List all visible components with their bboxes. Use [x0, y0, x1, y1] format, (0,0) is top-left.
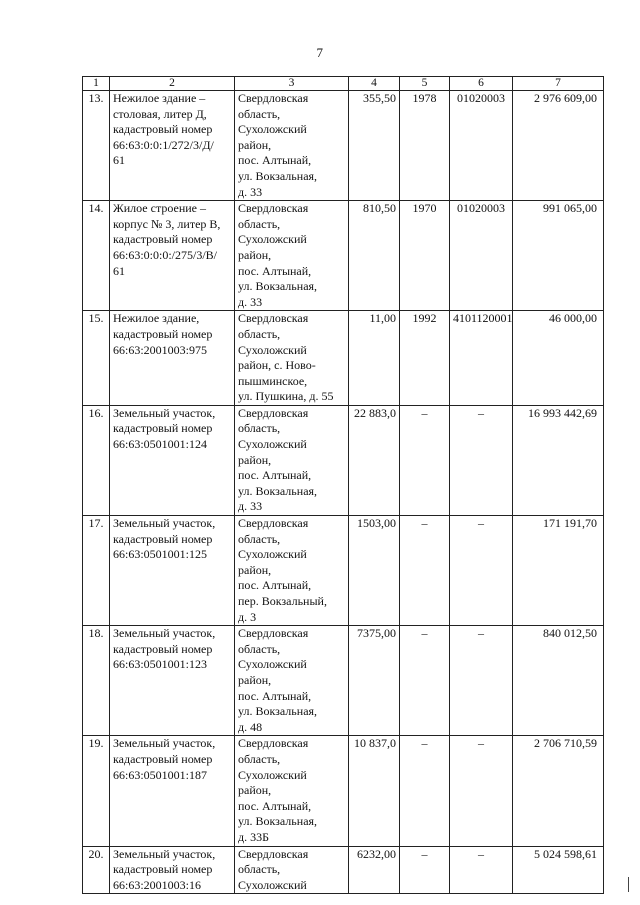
object-address-line: район, [238, 247, 272, 262]
object-price: 2 976 609,00 [513, 91, 604, 201]
object-address-line: Свердловская [238, 201, 309, 216]
object-address-line: д. 33 [238, 184, 263, 199]
object-address [235, 846, 349, 894]
object-address-line: д. 33Б [238, 829, 269, 844]
object-address-line: пос. Алтынай, [238, 263, 312, 278]
object-address-line: Сухоложский [238, 342, 307, 357]
table-body [83, 91, 604, 894]
column-header-5: 5 [400, 77, 450, 91]
object-year: – [400, 405, 450, 515]
table-row [83, 626, 604, 736]
object-address-line: пос. Алтынай, [238, 153, 312, 168]
object-area: 22 883,0 [349, 405, 400, 515]
object-address-line: пос. Алтынай, [238, 798, 312, 813]
object-address-line: район, [238, 672, 272, 687]
table-row [83, 405, 604, 515]
object-name [110, 91, 235, 201]
margin-mark [628, 877, 629, 892]
object-year: – [400, 846, 450, 894]
row-number: 14. [83, 201, 110, 311]
object-area: 11,00 [349, 311, 400, 406]
object-address-line: область, [238, 421, 281, 436]
object-area: 355,50 [349, 91, 400, 201]
object-name-line: Нежилое здание, [113, 311, 200, 326]
object-address [235, 405, 349, 515]
object-address-line: д. 33 [238, 294, 263, 309]
object-name [110, 846, 235, 894]
object-address-line: Сухоложский [238, 657, 307, 672]
object-price: 2 706 710,59 [513, 736, 604, 846]
object-name-line: 61 [113, 153, 125, 168]
object-code: 4101120001 [450, 311, 513, 406]
object-code: – [450, 846, 513, 894]
object-price: 16 993 442,69 [513, 405, 604, 515]
object-name-line: 66:63:2001003:16 [113, 877, 202, 892]
object-year: 1978 [400, 91, 450, 201]
object-name-line: кадастровый номер [113, 862, 213, 877]
object-name-line: 66:63:0501001:187 [113, 767, 208, 782]
object-code: – [450, 516, 513, 626]
object-address-line: ул. Вокзальная, [238, 814, 318, 829]
object-price: 171 191,70 [513, 516, 604, 626]
object-address-line: Свердловская [238, 91, 309, 105]
column-header-6: 6 [450, 77, 513, 91]
object-year: – [400, 736, 450, 846]
object-address-line: д. 33 [238, 499, 263, 514]
object-price: 5 024 598,61 [513, 846, 604, 894]
object-address-line: район, [238, 452, 272, 467]
object-name-line: Земельный участок, [113, 846, 216, 861]
table-row [83, 846, 604, 894]
object-address-line: д. 48 [238, 719, 263, 734]
object-address-line: ул. Вокзальная, [238, 279, 318, 294]
object-name [110, 626, 235, 736]
column-header-4: 4 [349, 77, 400, 91]
object-name-line: Земельный участок, [113, 405, 216, 420]
column-header-2: 2 [110, 77, 235, 91]
object-address-line: Свердловская [238, 405, 309, 420]
object-name-line: Земельный участок, [113, 516, 216, 531]
object-name-line: 66:63:0:0:1/272/3/Д/ [113, 137, 214, 152]
object-address-line: Свердловская [238, 846, 309, 861]
object-name [110, 405, 235, 515]
object-name-line: кадастровый номер [113, 232, 213, 247]
table-row [83, 311, 604, 406]
object-name [110, 311, 235, 406]
object-name-line: кадастровый номер [113, 421, 213, 436]
object-name-line: кадастровый номер [113, 751, 213, 766]
object-address-line: область, [238, 106, 281, 121]
object-address-line: Сухоложский [238, 547, 307, 562]
table-row [83, 516, 604, 626]
object-name-line: столовая, литер Д, [113, 106, 207, 121]
object-code: – [450, 405, 513, 515]
object-area: 10 837,0 [349, 736, 400, 846]
object-price: 46 000,00 [513, 311, 604, 406]
object-name-line: кадастровый номер [113, 326, 213, 341]
column-header-3: 3 [235, 77, 349, 91]
object-address-line: Свердловская [238, 311, 309, 326]
object-address-line: область, [238, 216, 281, 231]
table-row [83, 201, 604, 311]
object-area: 1503,00 [349, 516, 400, 626]
object-name-line: корпус № 3, литер В, [113, 216, 221, 231]
object-code: – [450, 736, 513, 846]
object-name-line: 66:63:0501001:125 [113, 547, 208, 562]
row-number: 19. [83, 736, 110, 846]
object-address [235, 516, 349, 626]
object-name-line: кадастровый номер [113, 122, 213, 137]
object-name-line: 66:63:0:0:0:/275/3/В/ [113, 247, 218, 262]
object-address-line: ул. Вокзальная, [238, 704, 318, 719]
object-address-line: ул. Пушкина, д. 55 [238, 389, 334, 404]
object-code: 01020003 [450, 91, 513, 201]
object-name [110, 516, 235, 626]
object-address-line: область, [238, 751, 281, 766]
object-address-line: пос. Алтынай, [238, 688, 312, 703]
row-number: 17. [83, 516, 110, 626]
object-name-line: 61 [113, 263, 125, 278]
header-row [83, 77, 604, 91]
object-area: 6232,00 [349, 846, 400, 894]
column-header-1: 1 [83, 77, 110, 91]
object-address [235, 736, 349, 846]
object-address-line: район, [238, 137, 272, 152]
object-price: 991 065,00 [513, 201, 604, 311]
object-address [235, 626, 349, 736]
page-number: 7 [316, 45, 324, 60]
object-address-line: пос. Алтынай, [238, 468, 312, 483]
object-name-line: 66:63:0501001:123 [113, 657, 208, 672]
object-address-line: Свердловская [238, 736, 309, 751]
object-address-line: Сухоложский [238, 122, 307, 137]
object-address-line: Сухоложский [238, 877, 307, 892]
object-name-line: кадастровый номер [113, 531, 213, 546]
object-name-line: 66:63:2001003:975 [113, 342, 208, 357]
property-table [82, 76, 604, 894]
object-address-line: ул. Вокзальная, [238, 483, 318, 498]
object-address-line: Свердловская [238, 516, 309, 531]
object-name-line: Нежилое здание – [113, 91, 206, 105]
object-name [110, 736, 235, 846]
row-number: 18. [83, 626, 110, 736]
object-address [235, 311, 349, 406]
row-number: 20. [83, 846, 110, 894]
table-row [83, 91, 604, 201]
object-address-line: район, с. Ново- [238, 358, 316, 373]
object-address-line: район, [238, 783, 272, 798]
object-address [235, 201, 349, 311]
object-name-line: кадастровый номер [113, 641, 213, 656]
column-header-7: 7 [513, 77, 604, 91]
object-address-line: область, [238, 641, 281, 656]
object-address-line: д. 3 [238, 609, 257, 624]
object-address [235, 91, 349, 201]
object-year: – [400, 516, 450, 626]
row-number: 13. [83, 91, 110, 201]
object-address-line: пышминское, [238, 373, 308, 388]
object-address-line: область, [238, 326, 281, 341]
object-name-line: Жилое строение – [113, 201, 206, 216]
object-name-line: Земельный участок, [113, 736, 216, 751]
object-year: 1992 [400, 311, 450, 406]
object-address-line: область, [238, 862, 281, 877]
table-row [83, 736, 604, 846]
object-year: – [400, 626, 450, 736]
object-address-line: Свердловская [238, 626, 309, 641]
object-address-line: Сухоложский [238, 437, 307, 452]
row-number: 16. [83, 405, 110, 515]
object-address-line: ул. Вокзальная, [238, 168, 318, 183]
object-address-line: пос. Алтынай, [238, 578, 312, 593]
row-number: 15. [83, 311, 110, 406]
object-code: 01020003 [450, 201, 513, 311]
object-address-line: пер. Вокзальный, [238, 594, 327, 608]
object-address-line: Сухоложский [238, 232, 307, 247]
object-address-line: Сухоложский [238, 767, 307, 782]
object-area: 7375,00 [349, 626, 400, 736]
object-address-line: область, [238, 531, 281, 546]
object-area: 810,50 [349, 201, 400, 311]
object-name [110, 201, 235, 311]
object-address-line: район, [238, 562, 272, 577]
object-year: 1970 [400, 201, 450, 311]
object-code: – [450, 626, 513, 736]
object-name-line: 66:63:0501001:124 [113, 437, 208, 452]
object-name-line: Земельный участок, [113, 626, 216, 641]
object-price: 840 012,50 [513, 626, 604, 736]
